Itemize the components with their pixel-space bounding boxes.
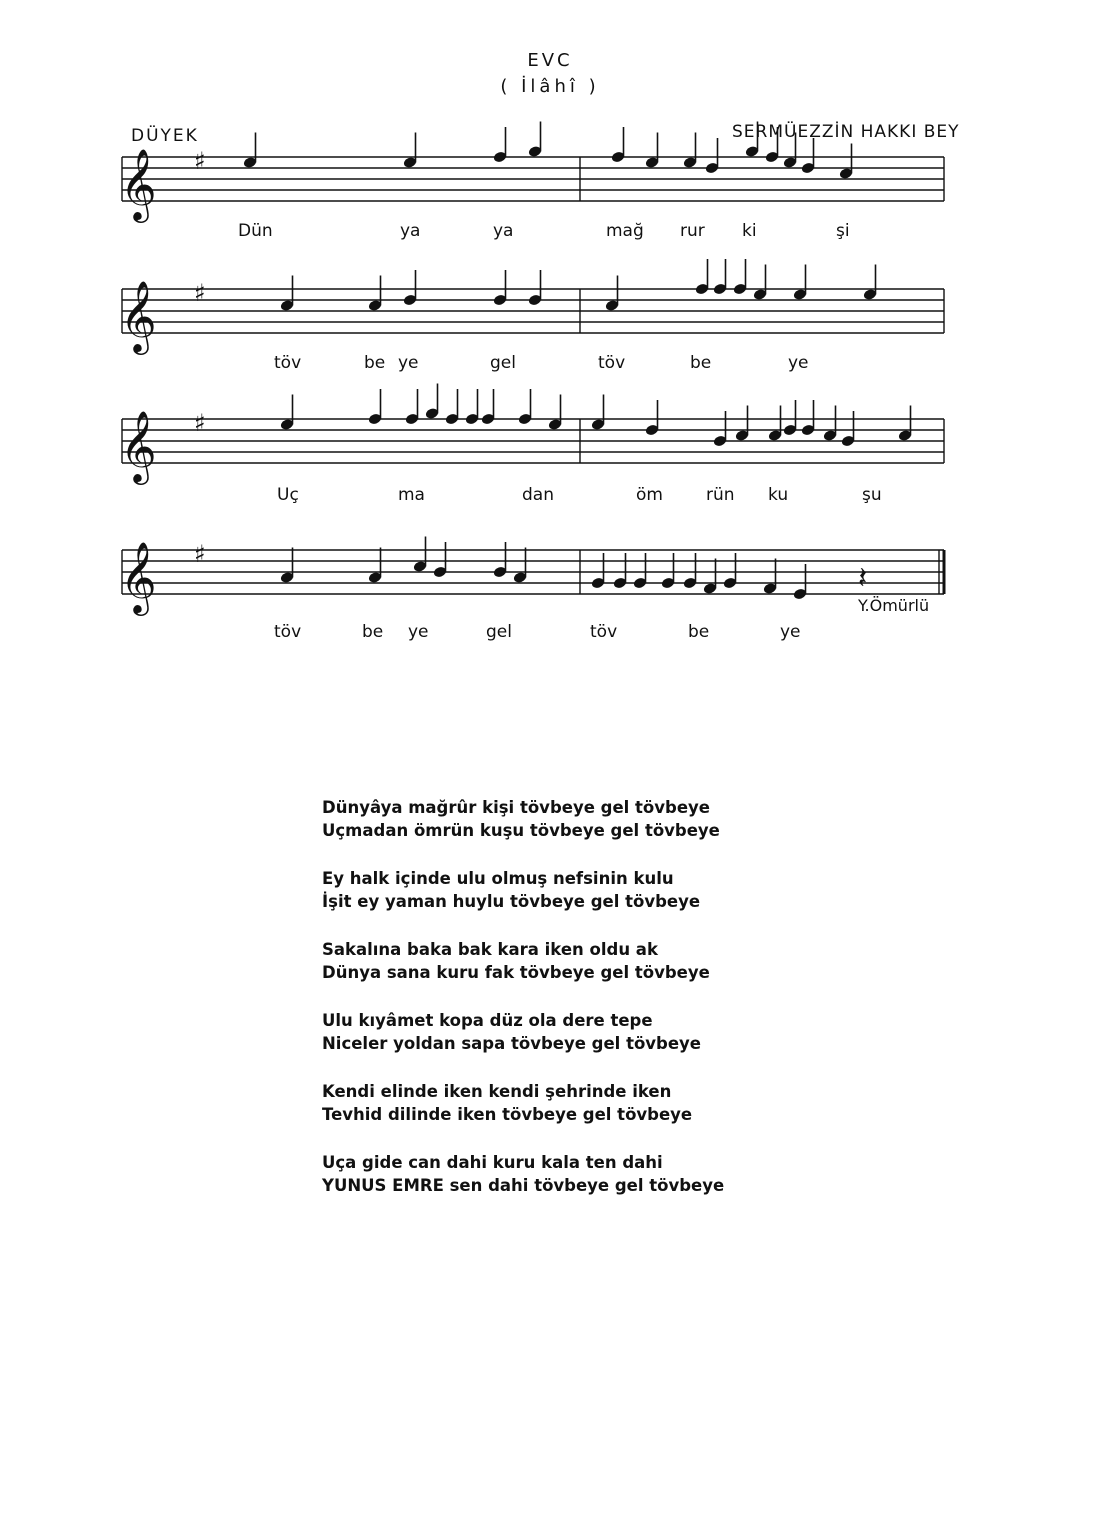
lyric-syllable: be [690, 353, 712, 373]
lyric-syllable: töv [274, 353, 302, 373]
music-score [0, 0, 1100, 660]
sharp-sign-icon: ♯ [194, 147, 206, 175]
poem-line: Dünyâya mağrûr kişi tövbeye gel tövbeye [322, 798, 710, 817]
poem-line: Kendi elinde iken kendi şehrinde iken [322, 1082, 672, 1101]
lyric-syllable: Uç [277, 485, 299, 505]
lyric-syllable: ki [742, 221, 757, 241]
poem-line: Uça gide can dahi kuru kala ten dahi [322, 1153, 663, 1172]
sharp-sign-icon: ♯ [194, 409, 206, 437]
lyric-syllable: gel [486, 622, 512, 642]
lyric-syllable: töv [274, 622, 302, 642]
lyric-syllable: ya [493, 221, 514, 241]
lyric-syllable: ya [400, 221, 421, 241]
lyric-syllable: rur [680, 221, 705, 241]
poem-stanza [322, 867, 724, 913]
lyric-syllable: töv [598, 353, 626, 373]
poem-stanza [322, 1009, 724, 1055]
lyric-syllable: ye [780, 622, 801, 642]
poem-line: Niceler yoldan sapa tövbeye gel tövbeye [322, 1034, 701, 1053]
poem-line: İşit ey yaman huylu tövbeye gel tövbeye [322, 892, 701, 911]
poem-line: Sakalına baka bak kara iken oldu ak [322, 940, 658, 959]
lyric-syllable: be [688, 622, 710, 642]
source-credit: Y.Ömürlü [858, 596, 930, 615]
lyric-syllable: mağ [606, 221, 644, 241]
lyric-syllable: şi [836, 221, 850, 241]
composer-name: SERMÜEZZİN HAKKI BEY [732, 122, 960, 142]
lyric-syllable: ku [768, 485, 789, 505]
usul-label: DÜYEK [131, 126, 199, 146]
treble-clef-icon: 𝄞 [120, 409, 157, 482]
lyric-syllable: dan [522, 485, 554, 505]
sharp-sign-icon: ♯ [194, 540, 206, 568]
poem-line: Uçmadan ömrün kuşu tövbeye gel tövbeye [322, 821, 720, 840]
poem-line: YUNUS EMRE sen dahi tövbeye gel tövbeye [322, 1176, 725, 1195]
lyric-syllable: Dün [238, 221, 273, 241]
poem-line: Tevhid dilinde iken tövbeye gel tövbeye [322, 1105, 693, 1124]
lyric-syllable: be [364, 353, 386, 373]
lyric-syllable: töv [590, 622, 618, 642]
form-subtitle: ( İlâhî ) [500, 76, 600, 97]
poem-line: Dünya sana kuru fak tövbeye gel tövbeye [322, 963, 710, 982]
poem-line: Ey halk içinde ulu olmuş nefsinin kulu [322, 869, 674, 888]
lyric-syllable: ma [398, 485, 425, 505]
treble-clef-icon: 𝄞 [120, 147, 157, 220]
poem-stanza [322, 1080, 724, 1126]
lyric-syllable: ye [788, 353, 809, 373]
quarter-rest-icon: 𝄽 [858, 561, 868, 596]
poem-text [322, 796, 724, 1222]
sharp-sign-icon: ♯ [194, 279, 206, 307]
lyric-syllable: gel [490, 353, 516, 373]
poem-stanza [322, 796, 724, 842]
treble-clef-icon: 𝄞 [120, 540, 157, 613]
lyric-syllable: ye [408, 622, 429, 642]
lyric-syllable: şu [862, 485, 882, 505]
makam-title: EVC [527, 50, 573, 71]
lyric-syllable: öm [636, 485, 663, 505]
treble-clef-icon: 𝄞 [120, 279, 157, 352]
lyric-syllable: rün [706, 485, 735, 505]
poem-stanza [322, 938, 724, 984]
poem-stanza [322, 1151, 724, 1197]
lyric-syllable: be [362, 622, 384, 642]
poem-line: Ulu kıyâmet kopa düz ola dere tepe [322, 1011, 653, 1030]
lyric-syllable: ye [398, 353, 419, 373]
